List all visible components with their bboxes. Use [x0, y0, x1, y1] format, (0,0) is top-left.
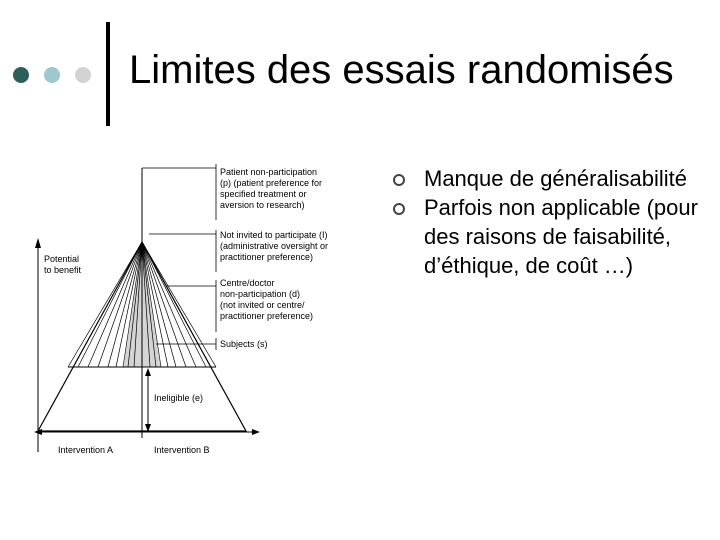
title-dot-light: [44, 67, 60, 83]
left-axis-label: Potential to benefit: [44, 254, 82, 275]
bullet-circle-icon: [393, 203, 405, 215]
bullet-text: Manque de généralisabilité: [424, 166, 687, 191]
bullet-item: [393, 193, 713, 280]
bullet-circle-icon: [393, 174, 405, 186]
intervention-b-label: Intervention B: [154, 445, 210, 455]
bullet-text: Parfois non applicable (pour des raisons de faisabilité, d’éthique, de coût …): [424, 195, 698, 278]
slide-title: Limites des essais randomisés: [129, 48, 674, 92]
bullet-list: [393, 164, 713, 280]
not-invited-label: Not invited to participate (I) (administrative oversight or practitioner preference): [220, 230, 329, 262]
title-dot-grey: [75, 67, 91, 83]
title-dot-dark: [13, 67, 29, 83]
bullet-item: [393, 164, 713, 193]
centre-nonparticipation-label: Centre/doctor non-participation (d) (not invited or centre/ practitioner preference): [220, 278, 314, 321]
participation-pyramid-diagram: [30, 160, 360, 465]
intervention-a-label: Intervention A: [58, 445, 114, 455]
patient-nonparticipation-label: Patient non-participation (p) (patient preference for specified treatment or aversion to research): [220, 167, 323, 210]
ineligible-label: Ineligible (e): [154, 393, 204, 403]
title-divider: [106, 22, 110, 126]
subjects-label: Subjects (s): [220, 339, 268, 349]
